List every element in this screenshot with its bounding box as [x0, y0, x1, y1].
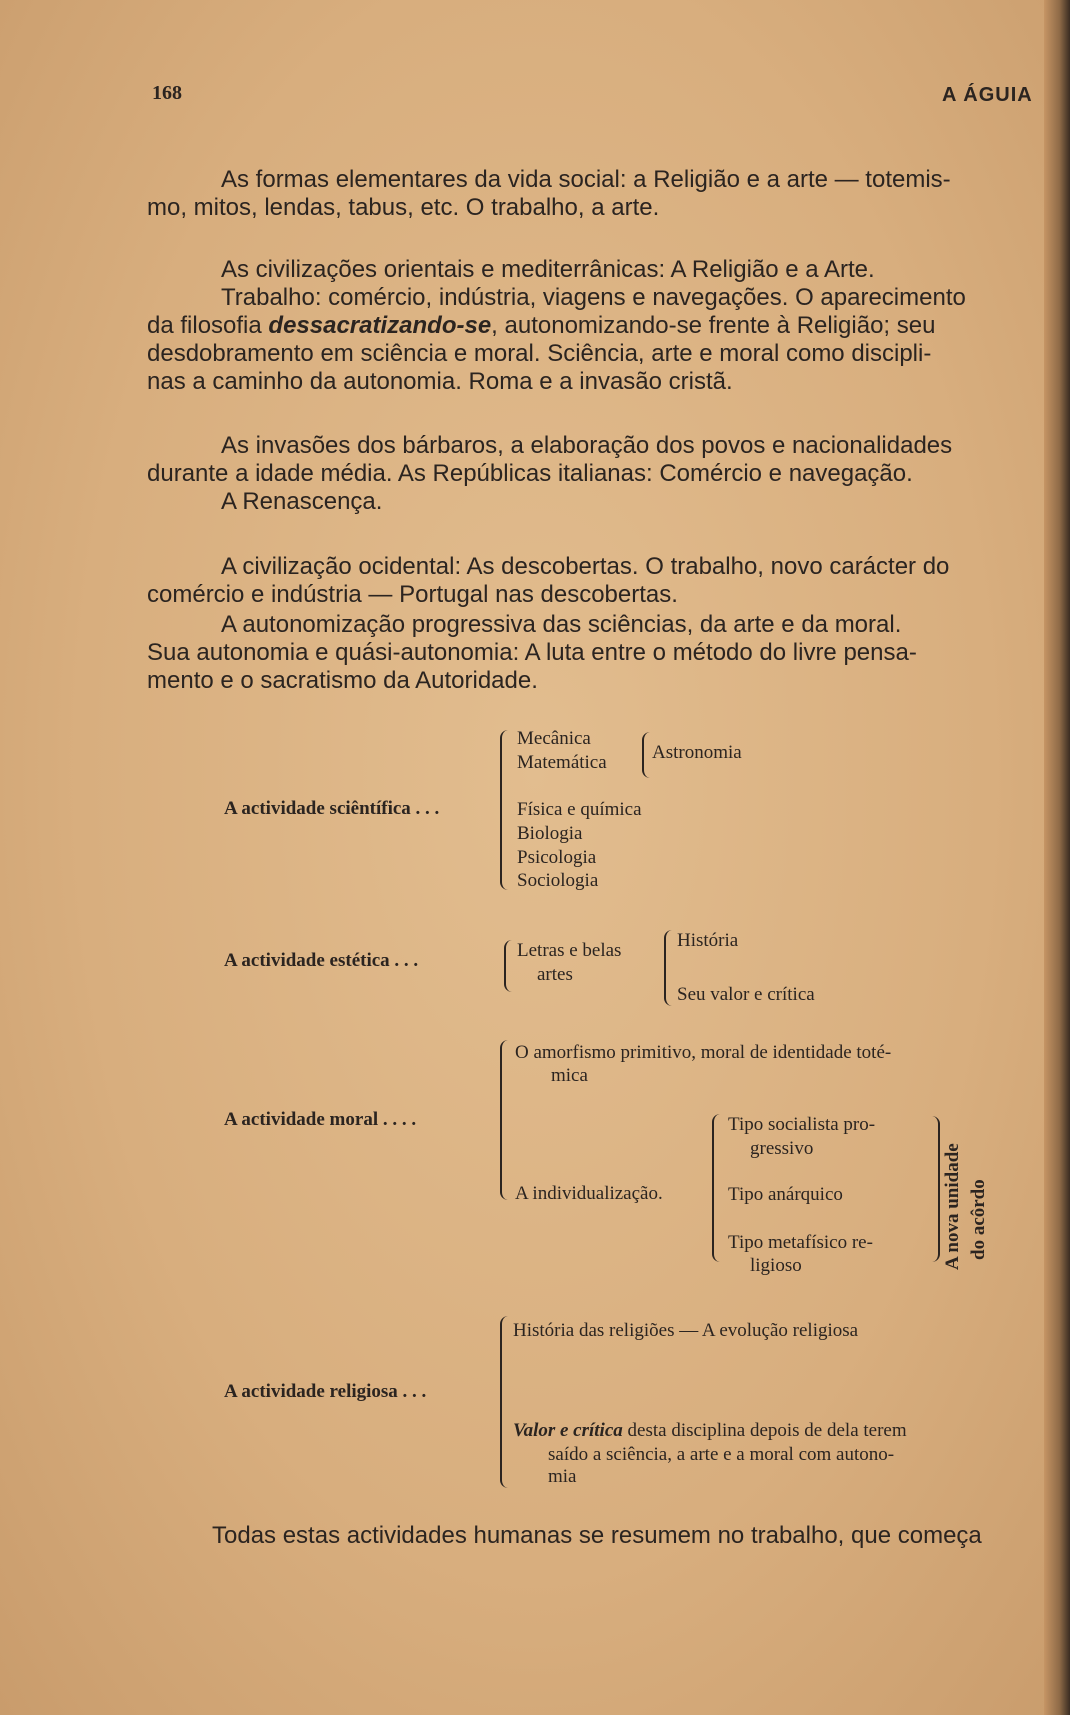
item-mecanica: Mecânica: [517, 728, 591, 749]
paragraph-2: [147, 256, 1035, 396]
running-title: A ÁGUIA: [942, 84, 1033, 106]
text-line: durante a idade média. As Repúblicas italianas: Comércio e navegação.: [147, 460, 913, 487]
paragraph-3: [147, 432, 1035, 516]
item-astronomia: Astronomia: [652, 742, 742, 763]
page-edge-shadow: [1044, 0, 1070, 1715]
religious-label: A actividade religiosa . . .: [224, 1381, 427, 1402]
unity-brace: [930, 1116, 940, 1262]
text-line: Sua autonomia e quási-autonomia: A luta entre o método do livre pensa-: [147, 639, 917, 666]
item-tipo-metafisico-cont: ligioso: [750, 1255, 802, 1276]
item-tipo-socialista: Tipo socialista pro-: [728, 1114, 876, 1135]
text-line: A autonomização progressiva das sciências, da arte e da moral.: [221, 611, 902, 638]
unity-note-line-1: A nova unidade: [942, 1143, 963, 1270]
text-line: As formas elementares da vida social: a Religião e a arte — totemis-: [221, 166, 951, 193]
item-tipo-socialista-cont: gressivo: [750, 1138, 814, 1159]
item-psicologia: Psicologia: [517, 847, 597, 868]
aesthetic-label: A actividade estética . . .: [224, 950, 419, 971]
item-individualizacao: A individualização.: [515, 1183, 663, 1204]
item-matematica: Matemática: [517, 752, 607, 773]
text-line: A civilização ocidental: As descobertas. O trabalho, novo carácter do: [221, 553, 950, 580]
paragraph-1: [147, 166, 1035, 222]
item-historia: História: [677, 930, 739, 951]
item-amorfismo: O amorfismo primitivo, moral de identidade toté-: [515, 1042, 892, 1063]
paragraph-4: [147, 553, 1035, 609]
item-valor-line-3: mia: [548, 1466, 577, 1487]
text-line: mo, mitos, lendas, tabus, etc. O trabalho, a arte.: [147, 194, 660, 221]
item-valor-line: [513, 1420, 907, 1442]
astronomy-brace: [642, 732, 650, 778]
page-number: 168: [152, 82, 182, 104]
item-artes: artes: [537, 964, 573, 985]
moral-brace: [500, 1040, 512, 1200]
text-line: comércio e indústria — Portugal nas descobertas.: [147, 581, 678, 608]
item-biologia: Biologia: [517, 823, 583, 844]
history-brace: [664, 930, 672, 1006]
text-fragment: desta disciplina depois de dela terem: [622, 1420, 907, 1441]
item-historia-religioes: História das religiões — A evolução religiosa: [513, 1320, 859, 1341]
text-fragment: da filosofia: [147, 312, 269, 339]
item-valor-line-2: saído a sciência, a arte e a moral com autono-: [548, 1444, 895, 1465]
text-line: A Renascença.: [221, 488, 383, 515]
scientific-brace: [500, 730, 512, 890]
religious-brace: [500, 1316, 512, 1488]
text-line-mixed: [147, 312, 1035, 340]
moral-label: A actividade moral . . . .: [224, 1109, 417, 1130]
paragraph-5: [147, 611, 1035, 695]
item-tipo-metafisico: Tipo metafísico re-: [728, 1232, 873, 1253]
unity-note-line-2: do acôrdo: [968, 1179, 989, 1260]
italic-term: Valor e crítica: [513, 1420, 623, 1441]
item-letras: Letras e belas: [517, 940, 622, 961]
closing-line: Todas estas actividades humanas se resumem no trabalho, que começa: [212, 1522, 982, 1549]
text-line: As invasões dos bárbaros, a elaboração dos povos e nacionalidades: [221, 432, 953, 459]
italic-term: dessacratizando-se: [268, 312, 492, 339]
aesthetic-brace: [504, 940, 512, 992]
types-brace: [712, 1114, 722, 1262]
item-tipo-anarquico: Tipo anárquico: [728, 1184, 843, 1205]
text-line: mento e o sacratismo da Autoridade.: [147, 667, 538, 694]
item-sociologia: Sociologia: [517, 870, 599, 891]
scientific-label: A actividade sciêntífica . . .: [224, 798, 440, 819]
text-line: nas a caminho da autonomia. Roma e a invasão cristã.: [147, 368, 733, 395]
text-fragment: , autonomizando-se frente à Religião; seu: [491, 312, 936, 339]
text-line: Trabalho: comércio, indústria, viagens e navegações. O aparecimento: [221, 284, 966, 311]
item-valor-critica: Seu valor e crítica: [677, 984, 815, 1005]
text-line: desdobramento em sciência e moral. Sciência, arte e moral como discipli-: [147, 340, 932, 367]
item-amorfismo-cont: mica: [551, 1065, 588, 1086]
text-line: As civilizações orientais e mediterrânicas: A Religião e a Arte.: [221, 256, 875, 283]
item-fisica: Física e química: [517, 799, 642, 820]
